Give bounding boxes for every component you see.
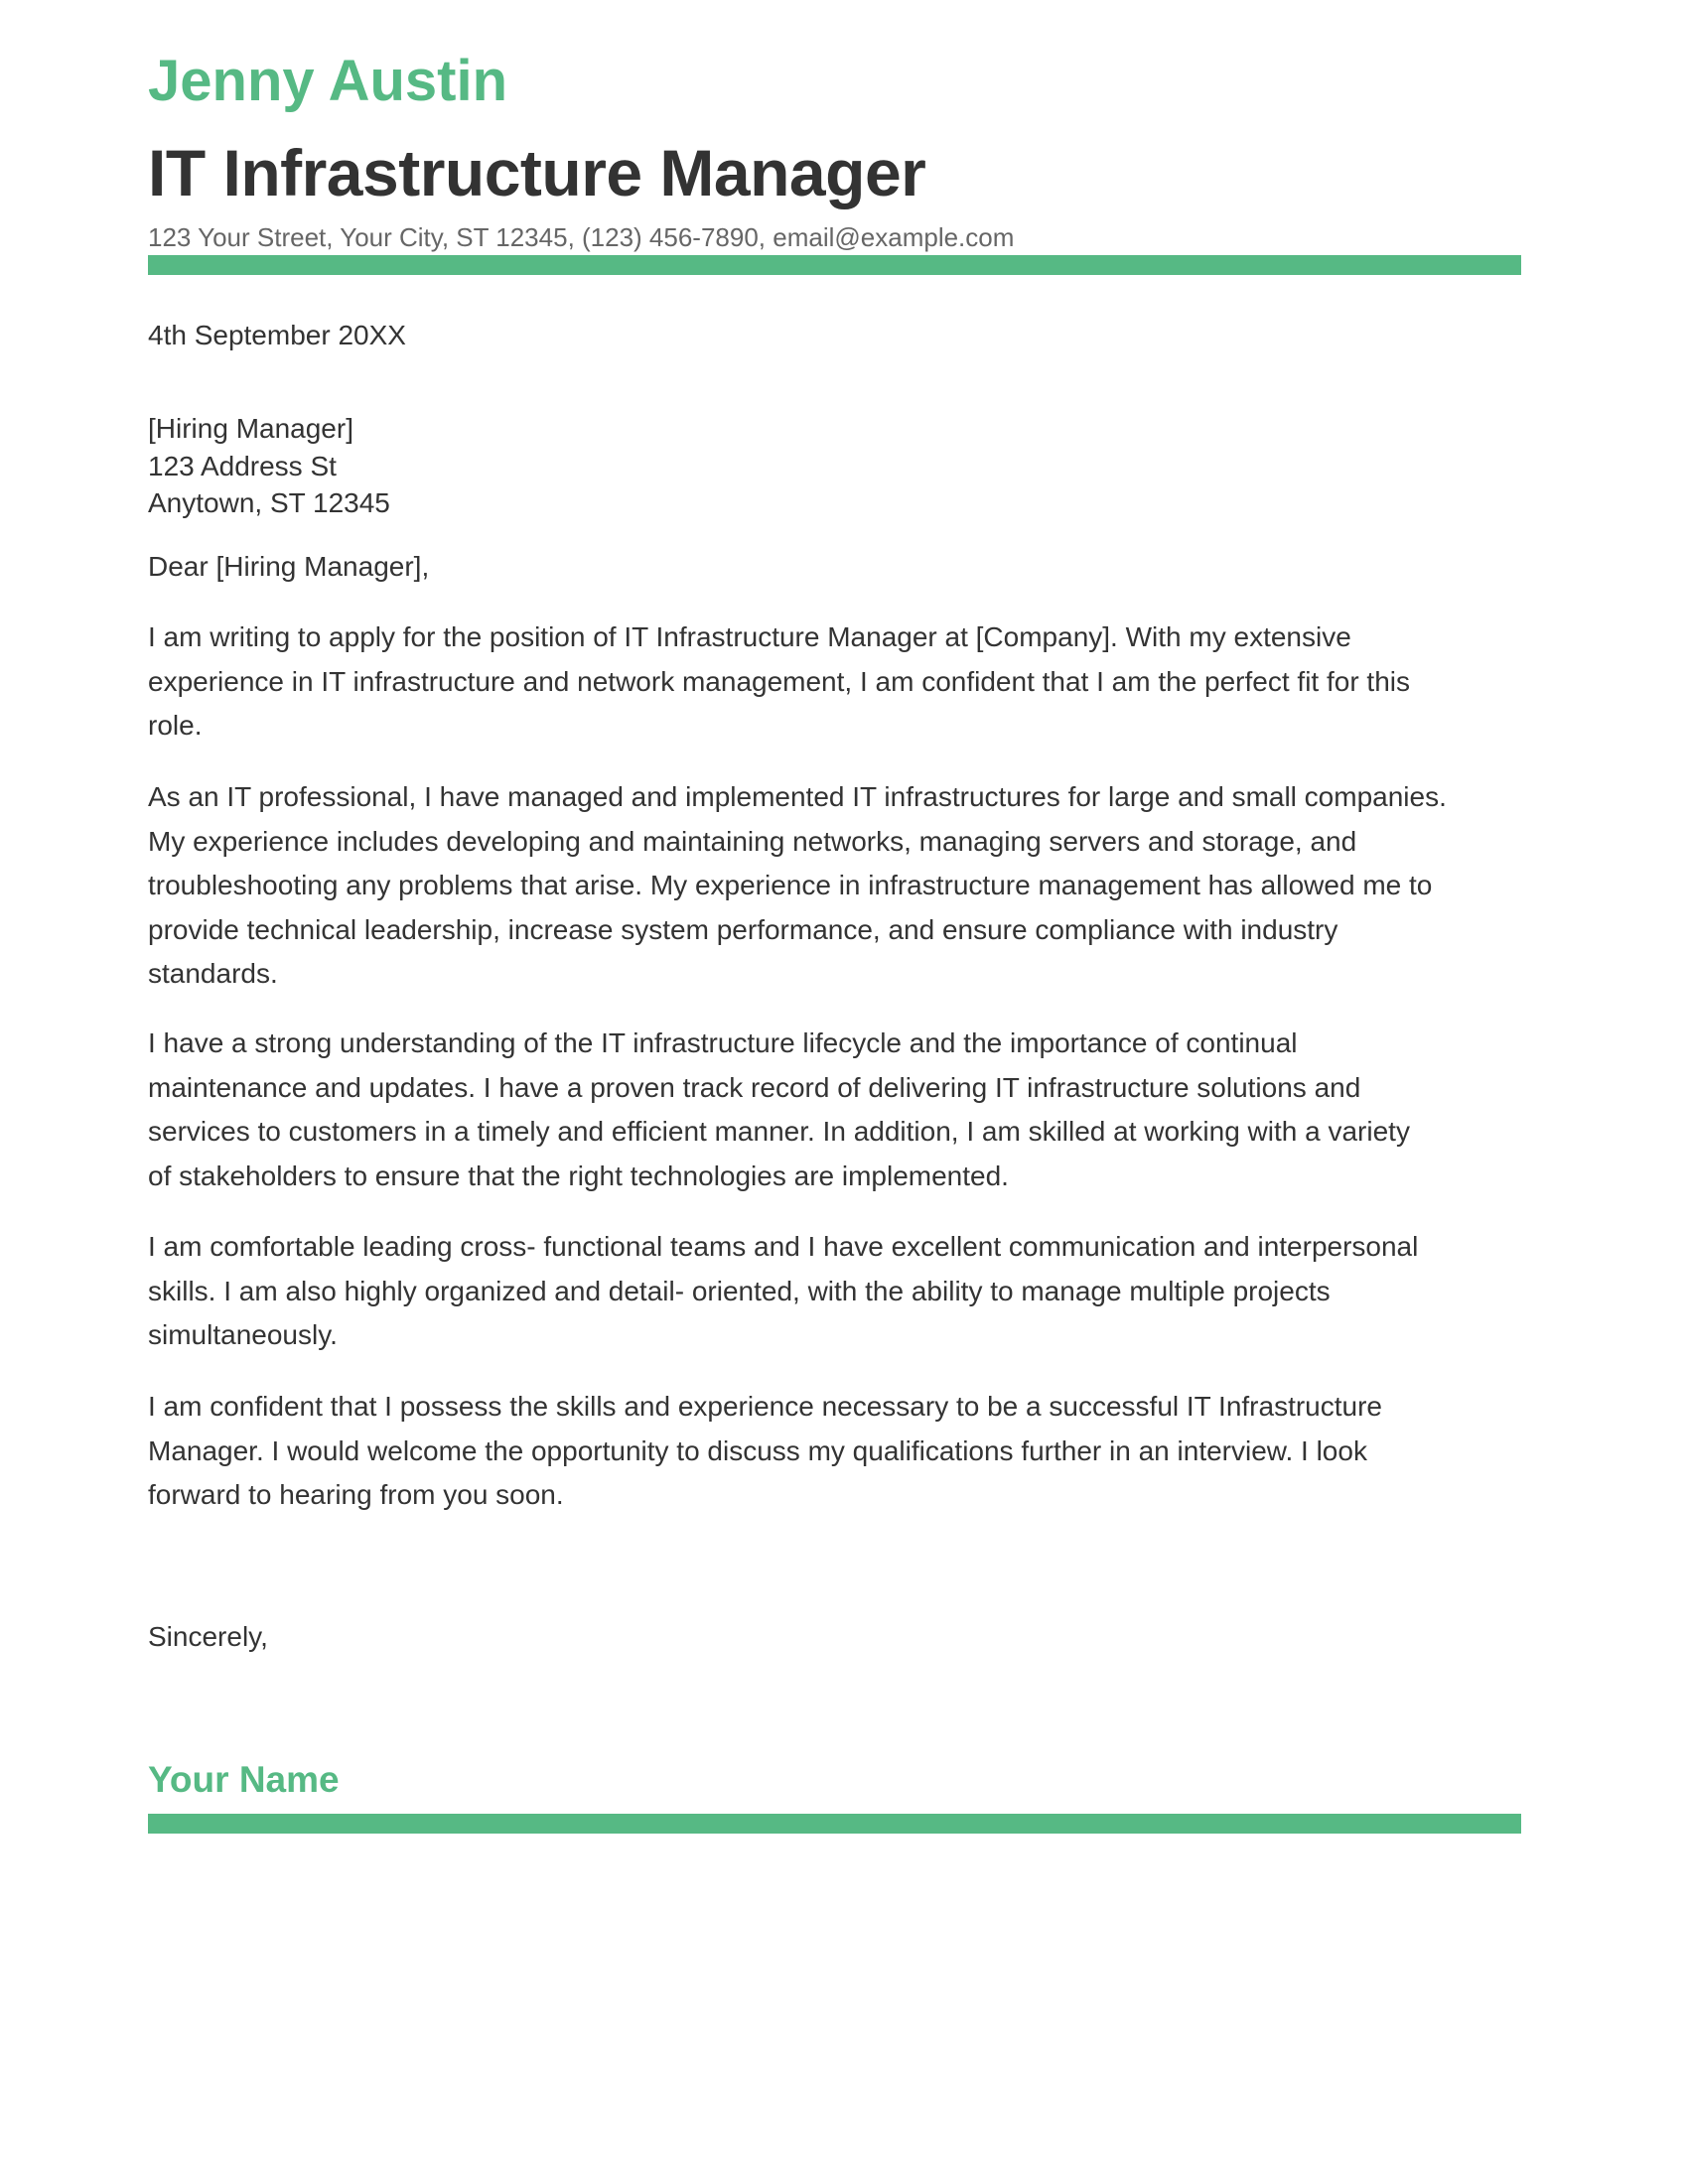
paragraph-line: standards. (148, 958, 278, 989)
contact-info: 123 Your Street, Your City, ST 12345, (123) 456-7890, email@example.com (148, 222, 1015, 252)
paragraph-line: I am comfortable leading cross- functional teams and I have excellent communication and interpersonal (148, 1231, 1419, 1262)
body-paragraph (148, 1022, 1410, 1198)
paragraph-line: troubleshooting any problems that arise. My experience in infrastructure management has allowed me to (148, 870, 1433, 900)
paragraph-line: of stakeholders to ensure that the right technologies are implemented. (148, 1160, 1009, 1191)
closing: Sincerely, (148, 1621, 268, 1652)
recipient-address (148, 410, 390, 522)
signature-name: Your Name (148, 1759, 340, 1800)
footer-divider (148, 1814, 1521, 1834)
paragraph-line: role. (148, 710, 203, 741)
salutation: Dear [Hiring Manager], (148, 551, 430, 582)
paragraph-line: forward to hearing from you soon. (148, 1479, 564, 1510)
body-paragraph (148, 615, 1410, 749)
paragraph-line: Manager. I would welcome the opportunity to discuss my qualifications further in an interview. I look (148, 1434, 1367, 1466)
recipient-line: Anytown, ST 12345 (148, 487, 390, 518)
paragraph-line: I have a strong understanding of the IT infrastructure lifecycle and the importance of continual (148, 1027, 1298, 1058)
paragraph-line: simultaneously. (148, 1319, 338, 1350)
applicant-name: Jenny Austin (148, 49, 508, 113)
paragraph-line: experience in IT infrastructure and network management, I am confident that I am the perfect fit for this (148, 665, 1411, 697)
paragraph-line: I am confident that I possess the skills and experience necessary to be a successful IT Infrastructure (148, 1391, 1382, 1422)
paragraph-line: provide technical leadership, increase system performance, and ensure compliance with industry (148, 913, 1338, 945)
paragraph-line: skills. I am also highly organized and detail- oriented, with the ability to manage multiple projects (148, 1275, 1331, 1306)
paragraph-line: My experience includes developing and maintaining networks, managing servers and storage, and (148, 825, 1357, 857)
header-divider (148, 255, 1521, 275)
body-paragraph (148, 775, 1447, 997)
paragraph-line: As an IT professional, I have managed and implemented IT infrastructures for large and small companies. (148, 781, 1447, 812)
paragraph-line: services to customers in a timely and efficient manner. In addition, I am skilled at working with a variety (148, 1116, 1410, 1147)
body-paragraph (148, 1385, 1382, 1518)
recipient-line: [Hiring Manager] (148, 413, 353, 444)
job-title: IT Infrastructure Manager (148, 136, 926, 209)
paragraph-line: maintenance and updates. I have a proven track record of delivering IT infrastructure solutions and (148, 1071, 1361, 1103)
body-paragraph (148, 1225, 1418, 1358)
letter-date: 4th September 20XX (148, 320, 406, 350)
recipient-line: 123 Address St (148, 450, 337, 481)
paragraph-line: I am writing to apply for the position of IT Infrastructure Manager at [Company]. With my extensive (148, 621, 1351, 652)
